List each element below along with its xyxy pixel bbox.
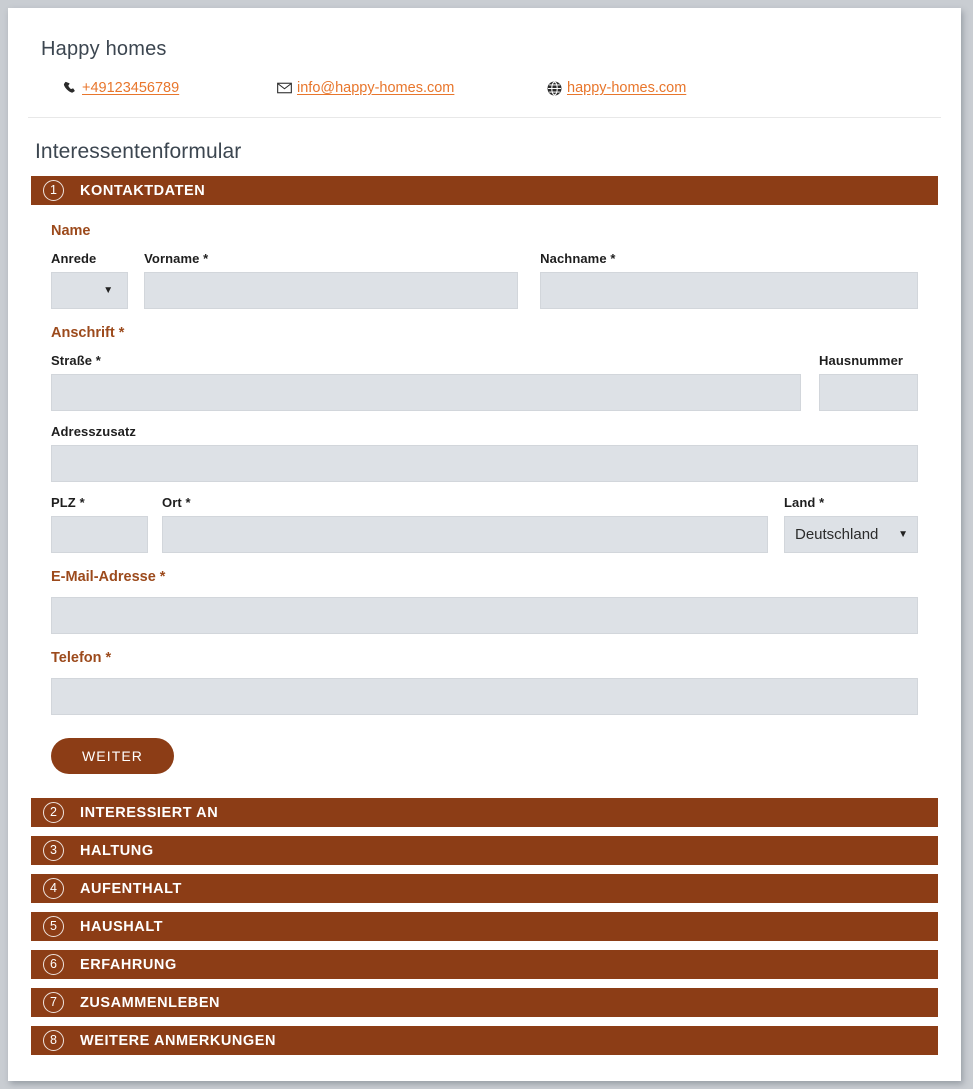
field-adresszusatz — [51, 424, 918, 482]
section-label: HALTUNG — [80, 842, 154, 859]
group-title-telefon-required: * — [105, 650, 112, 666]
phone-icon — [60, 80, 79, 96]
form-accordion — [8, 164, 961, 1055]
panel-spacer — [51, 774, 918, 798]
label-ort: Ort * — [162, 495, 191, 510]
accordion-header-zusammenleben[interactable] — [31, 988, 938, 1017]
chevron-down-icon: ▼ — [103, 285, 114, 296]
accordion-header-kontaktdaten[interactable] — [31, 176, 938, 205]
email-input[interactable] — [51, 597, 918, 634]
section-number-badge: 5 — [43, 916, 64, 937]
label-anrede: Anrede — [51, 251, 97, 266]
website-link[interactable]: happy-homes.com — [567, 80, 687, 96]
company-header — [8, 8, 961, 96]
accordion-header-weitere-anmerkungen[interactable] — [31, 1026, 938, 1055]
company-name: Happy homes — [41, 38, 167, 60]
accordion-gap — [31, 865, 938, 874]
label-vorname: Vorname * — [144, 251, 209, 266]
field-anrede — [51, 251, 128, 309]
email-link[interactable]: info@happy-homes.com — [297, 80, 455, 96]
plz-input[interactable] — [51, 516, 148, 553]
weiter-button[interactable]: WEITER — [51, 738, 174, 774]
vorname-input[interactable] — [144, 272, 518, 309]
label-hausnummer: Hausnummer — [819, 353, 904, 368]
accordion-header-erfahrung[interactable] — [31, 950, 938, 979]
group-title-anschrift-required: * — [118, 325, 125, 341]
field-strasse — [51, 353, 801, 411]
group-title-email — [51, 569, 918, 585]
mail-icon — [275, 80, 294, 96]
phone-link[interactable]: +49123456789 — [82, 80, 180, 96]
section-number-badge: 3 — [43, 840, 64, 861]
accordion-gap — [31, 903, 938, 912]
field-land — [784, 495, 918, 553]
page-card — [8, 8, 961, 1081]
page-title: Interessentenformular — [35, 140, 242, 163]
label-nachname: Nachname * — [540, 251, 616, 266]
section-label: HAUSHALT — [80, 918, 164, 935]
field-ort — [162, 495, 768, 553]
telefon-input[interactable] — [51, 678, 918, 715]
group-title-name: Name — [51, 223, 91, 239]
section-label: INTERESSIERT AN — [80, 804, 219, 821]
street-row — [51, 353, 918, 411]
anrede-select[interactable] — [51, 272, 128, 309]
accordion-gap — [31, 827, 938, 836]
label-adresszusatz: Adresszusatz — [51, 424, 137, 439]
accordion-gap — [31, 979, 938, 988]
section-number-badge: 2 — [43, 802, 64, 823]
accordion-header-haltung[interactable] — [31, 836, 938, 865]
section-label: WEITERE ANMERKUNGEN — [80, 1032, 276, 1049]
field-hausnummer — [819, 353, 918, 411]
chevron-down-icon: ▼ — [898, 529, 908, 540]
ort-input[interactable] — [162, 516, 768, 553]
nachname-input[interactable] — [540, 272, 918, 309]
section-label: ERFAHRUNG — [80, 956, 177, 973]
land-selected-value: Deutschland — [795, 526, 879, 543]
contact-website[interactable] — [545, 80, 686, 96]
accordion-header-haushalt[interactable] — [31, 912, 938, 941]
hausnummer-input[interactable] — [819, 374, 918, 411]
strasse-input[interactable] — [51, 374, 801, 411]
city-row — [51, 495, 918, 553]
label-strasse: Straße * — [51, 353, 101, 368]
label-land: Land * — [784, 495, 825, 510]
group-title-email-required: * — [159, 569, 166, 585]
section-label: KONTAKTDATEN — [80, 182, 206, 199]
section-number-badge: 6 — [43, 954, 64, 975]
group-title-anschrift-text: Anschrift — [51, 325, 115, 341]
group-title-anschrift — [51, 325, 918, 341]
contact-row — [38, 80, 931, 96]
globe-icon — [545, 80, 564, 96]
section-number-badge: 7 — [43, 992, 64, 1013]
adresszusatz-input[interactable] — [51, 445, 918, 482]
accordion-header-aufenthalt[interactable] — [31, 874, 938, 903]
section-number-badge: 8 — [43, 1030, 64, 1051]
accordion-header-interessiert-an[interactable] — [31, 798, 938, 827]
name-row — [51, 251, 918, 309]
section-label: ZUSAMMENLEBEN — [80, 994, 221, 1011]
section-number-badge: 4 — [43, 878, 64, 899]
group-title-telefon — [51, 650, 918, 666]
group-title-email-text: E-Mail-Adresse — [51, 569, 156, 585]
land-select[interactable] — [784, 516, 918, 553]
section-label: AUFENTHALT — [80, 880, 182, 897]
label-plz: PLZ * — [51, 495, 85, 510]
accordion-gap — [31, 1017, 938, 1026]
group-title-telefon-text: Telefon — [51, 650, 102, 666]
contact-phone[interactable] — [60, 80, 275, 96]
accordion-gap — [31, 941, 938, 950]
field-nachname — [540, 251, 918, 309]
field-vorname — [144, 251, 518, 309]
section-number-badge: 1 — [43, 180, 64, 201]
field-plz — [51, 495, 148, 553]
accordion-panel-kontaktdaten — [31, 205, 938, 798]
contact-email[interactable] — [275, 80, 545, 96]
